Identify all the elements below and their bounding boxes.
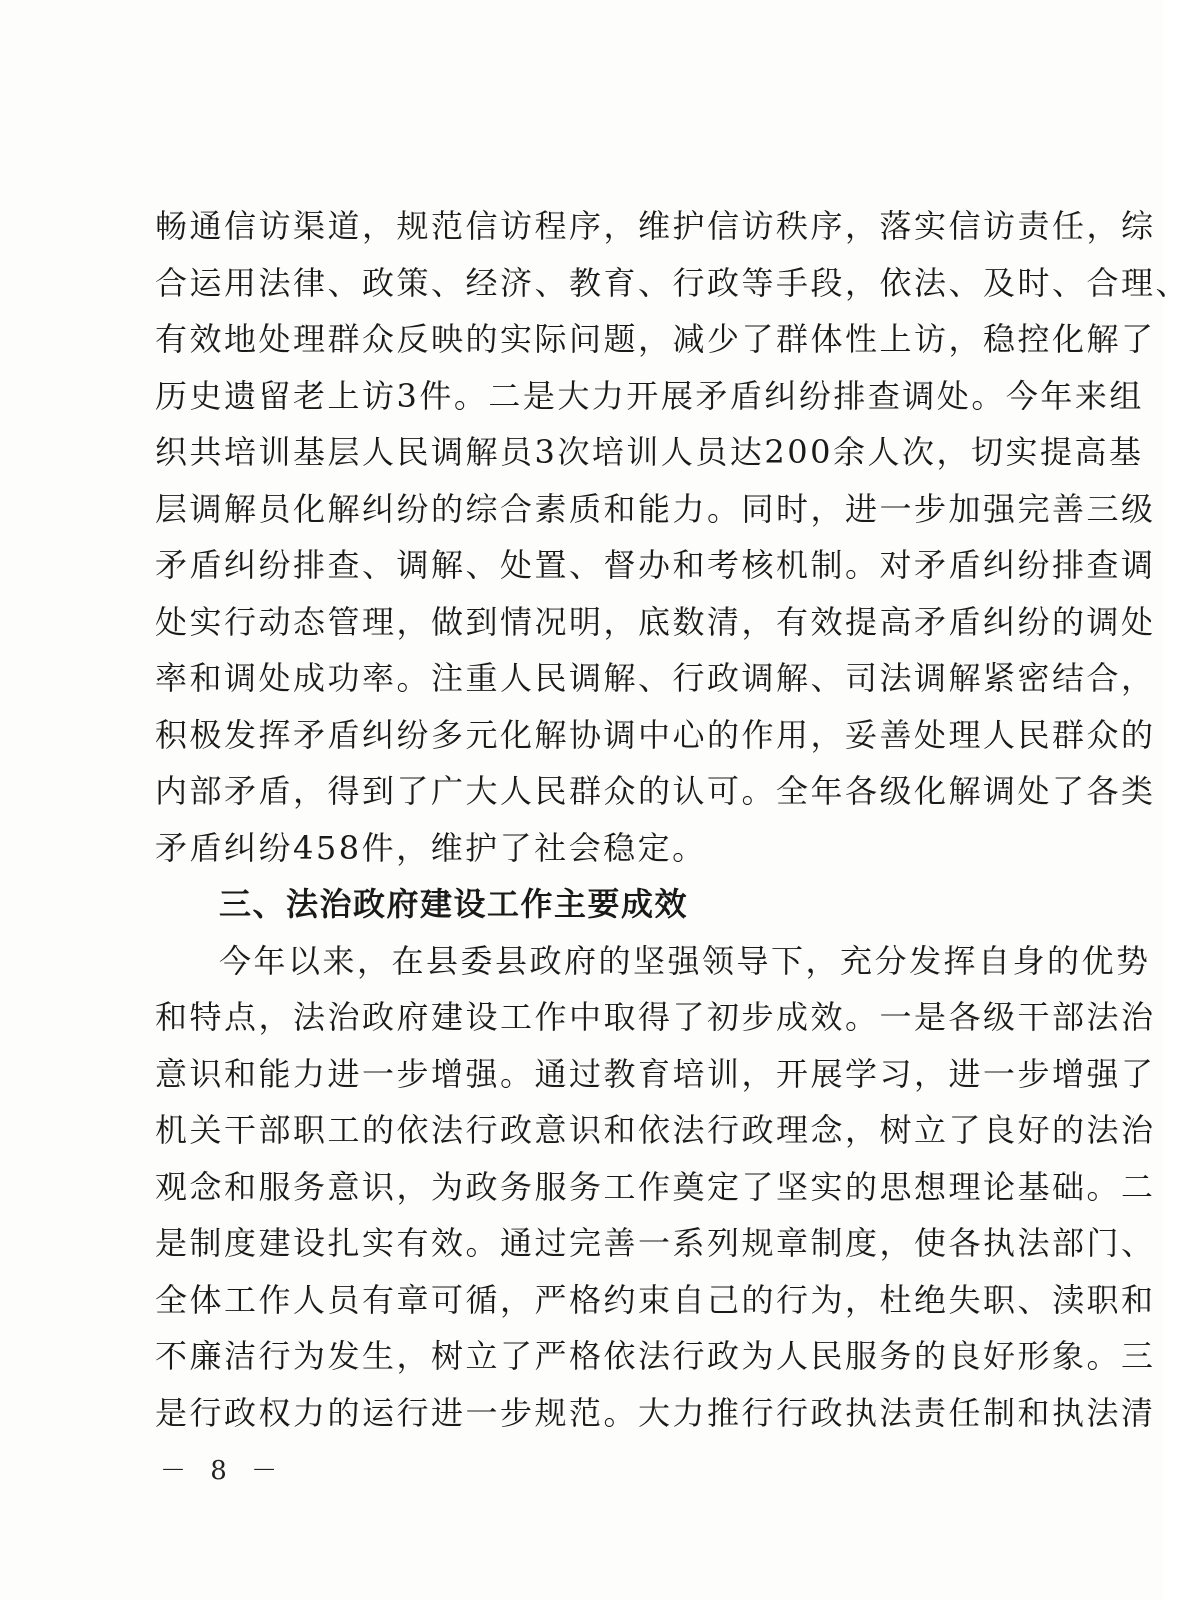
body-text	[155, 198, 1190, 1441]
text-line: 积极发挥矛盾纠纷多元化解协调中心的作用，妥善处理人民群众的	[155, 715, 1156, 754]
text-line: 矛盾纠纷458件，维护了社会稳定。	[155, 828, 707, 867]
text-line: 有效地处理群众反映的实际问题，减少了群体性上访，稳控化解了	[155, 320, 1156, 358]
text-line: 是行政权力的运行进一步规范。大力推行行政执法责任制和执法清	[155, 1393, 1156, 1432]
text-line: 意识和能力进一步增强。通过教育培训，开展学习，进一步增强了	[155, 1054, 1156, 1093]
text-line: 是制度建设扎实有效。通过完善一系列规章制度，使各执法部门、	[155, 1224, 1156, 1262]
text-line: 全体工作人员有章可循，严格约束自己的行为，杜绝失职、渎职和	[155, 1280, 1156, 1319]
text-line: 处实行动态管理，做到情况明，底数清，有效提高矛盾纠纷的调处	[155, 602, 1156, 641]
text-line: 织共培训基层人民调解员3次培训人员达200余人次，切实提高基	[155, 433, 1144, 471]
text-line: 矛盾纠纷排查、调解、处置、督办和考核机制。对矛盾纠纷排查调	[155, 546, 1156, 584]
text-line: 不廉洁行为发生，树立了严格依法行政为人民服务的良好形象。三	[155, 1337, 1156, 1375]
text-line: 今年以来，在县委县政府的坚强领导下，充分发挥自身的优势	[219, 941, 1151, 980]
text-line: 率和调处成功率。注重人民调解、行政调解、司法调解紧密结合，	[155, 659, 1156, 697]
section-heading: 三、法治政府建设工作主要成效	[219, 885, 689, 923]
text-line: 畅通信访渠道，规范信访程序，维护信访秩序，落实信访责任，综	[155, 207, 1156, 245]
text-line: 层调解员化解纠纷的综合素质和能力。同时，进一步加强完善三级	[155, 489, 1156, 528]
text-line: 和特点，法治政府建设工作中取得了初步成效。一是各级干部法治	[155, 998, 1156, 1036]
page-number: － 8 －	[160, 1456, 286, 1486]
text-line: 合运用法律、政策、经济、教育、行政等手段，依法、及时、合理、	[155, 263, 1190, 302]
text-line: 机关干部职工的依法行政意识和依法行政理念，树立了良好的法治	[155, 1111, 1156, 1149]
text-line: 观念和服务意识，为政务服务工作奠定了坚实的思想理论基础。二	[155, 1167, 1156, 1206]
text-line: 历史遗留老上访3件。二是大力开展矛盾纠纷排查调处。今年来组	[155, 376, 1144, 415]
text-line: 内部矛盾，得到了广大人民群众的认可。全年各级化解调处了各类	[155, 772, 1156, 810]
